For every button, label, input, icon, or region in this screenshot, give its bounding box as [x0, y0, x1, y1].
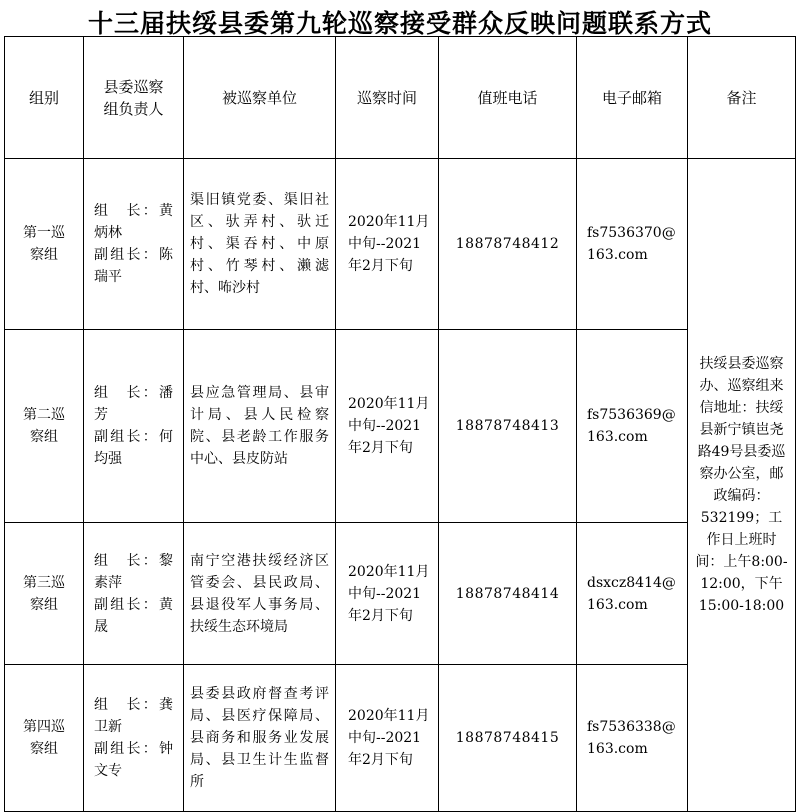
header-leader: 县委巡察组负责人	[84, 37, 184, 159]
email-address: fs7536338@163.com	[577, 665, 688, 812]
header-email: 电子邮箱	[577, 37, 688, 159]
table-row	[5, 665, 796, 812]
table-row	[5, 159, 796, 330]
email-address: fs7536369@163.com	[577, 330, 688, 523]
leader-cell	[84, 665, 184, 812]
deputy-name: 副组长：钟文专	[94, 741, 173, 779]
inspection-time: 2020年11月中旬--2021年2月下旬	[336, 665, 439, 812]
leader-name: 组 长：龚卫新	[94, 697, 173, 735]
deputy-name: 副组长：黄晟	[94, 596, 173, 635]
inspected-units: 南宁空港扶绥经济区管委会、县民政局、县退役军人事务局、扶绥生态环境局	[184, 523, 336, 665]
table-row	[5, 330, 796, 523]
duty-phone: 18878748413	[439, 330, 577, 523]
group-name: 第一巡察组	[5, 159, 84, 330]
page-title: 十三届扶绥县委第九轮巡察接受群众反映问题联系方式	[87, 9, 712, 38]
inspection-time: 2020年11月中旬--2021年2月下旬	[336, 330, 439, 523]
leader-name: 组 长：黎素萍	[94, 552, 173, 591]
table-row	[5, 523, 796, 665]
group-name: 第三巡察组	[5, 523, 84, 665]
header-row	[5, 37, 796, 159]
duty-phone: 18878748415	[439, 665, 577, 812]
email-address: dsxcz8414@163.com	[577, 523, 688, 665]
inspection-time: 2020年11月中旬--2021年2月下旬	[336, 523, 439, 665]
group-name: 第二巡察组	[5, 330, 84, 523]
header-time: 巡察时间	[336, 37, 439, 159]
inspected-units: 县应急管理局、县审计局、县人民检察院、县老龄工作服务中心、县皮防站	[184, 330, 336, 523]
inspected-units: 县委县政府督查考评局、县医疗保障局、县商务和服务业发展局、县卫生计生监督所	[184, 665, 336, 812]
inspection-time: 2020年11月中旬--2021年2月下旬	[336, 159, 439, 330]
header-note: 备注	[688, 37, 796, 159]
contact-table	[4, 36, 796, 812]
leader-cell	[84, 523, 184, 665]
email-address: fs7536370@163.com	[577, 159, 688, 330]
header-unit: 被巡察单位	[184, 37, 336, 159]
duty-phone: 18878748414	[439, 523, 577, 665]
remarks: 扶绥县委巡察办、巡察组来信地址：扶绥县新宁镇岜尧路49号县委巡察办公室，邮政编码：532199；工作日上班时间：上午8:00-12:00，下午15:00-18:00	[688, 159, 796, 812]
deputy-name: 副组长：何均强	[94, 429, 173, 467]
group-name: 第四巡察组	[5, 665, 84, 812]
leader-cell	[84, 159, 184, 330]
leader-cell	[84, 330, 184, 523]
leader-name: 组 长：黄炳林	[94, 203, 173, 241]
leader-name: 组 长：潘芳	[94, 385, 173, 423]
header-phone: 值班电话	[439, 37, 577, 159]
duty-phone: 18878748412	[439, 159, 577, 330]
header-group: 组别	[5, 37, 84, 159]
deputy-name: 副组长：陈瑞平	[94, 247, 173, 285]
inspected-units: 渠旧镇党委、渠旧社区、驮弄村、驮迁村、渠吞村、中原村、竹琴村、濑滤村、咘沙村	[184, 159, 336, 330]
